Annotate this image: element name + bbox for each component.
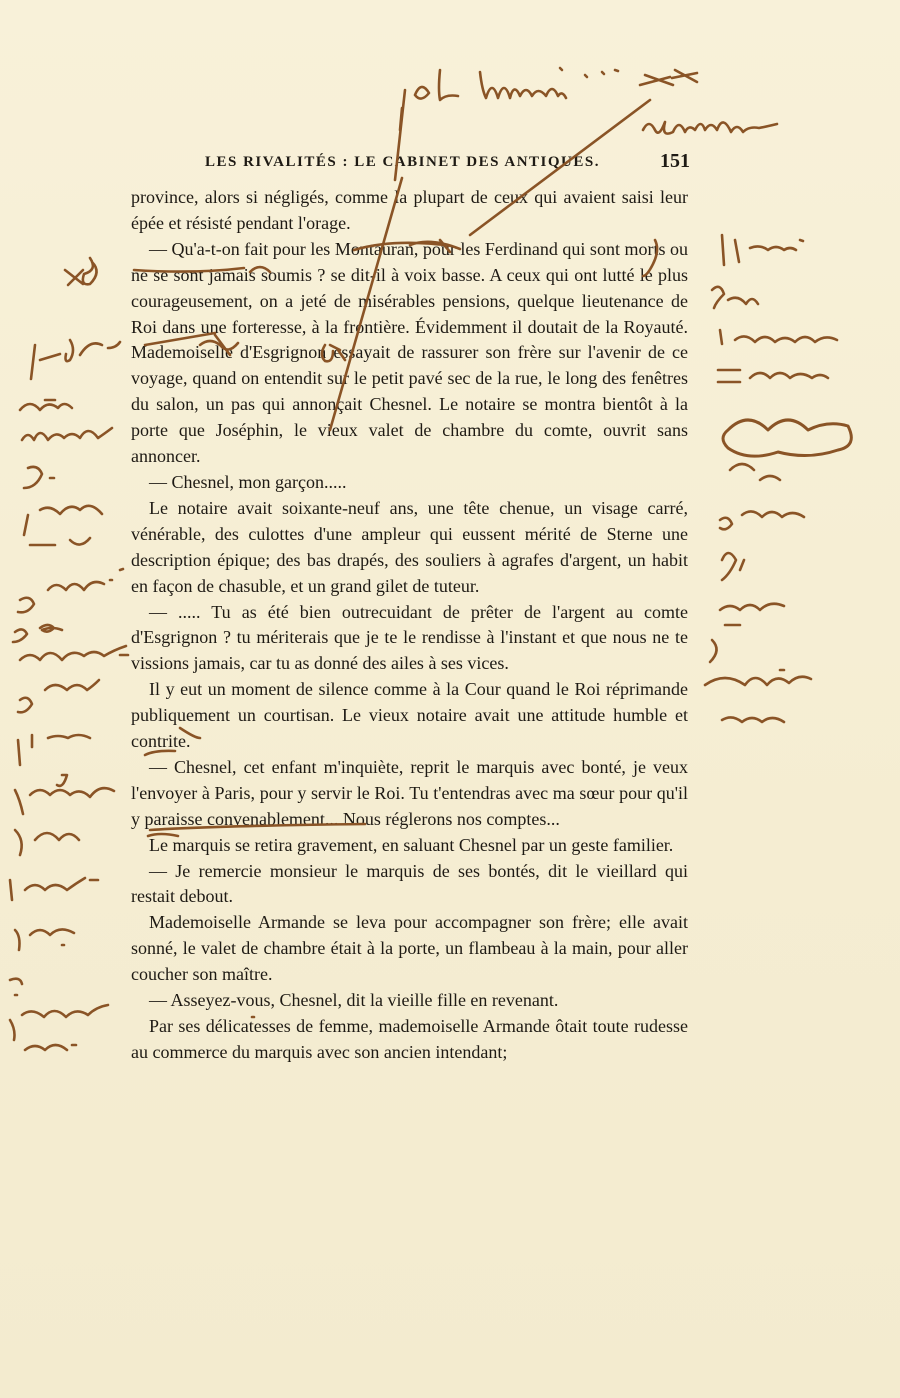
page-number: 151: [660, 150, 690, 172]
paragraph: Par ses délicatesses de femme, mademoiselle Armande ôtait toute rudesse au commerce du marquis avec son ancien intendant;: [131, 1016, 688, 1062]
paragraph: — Je remercie monsieur le marquis de ses bontés, dit le vieillard qui restait debout.: [131, 860, 688, 907]
paragraph: — Chesnel, cet enfant m'inquiète, reprit le marquis avec bonté, je veux l'envoyer à Paris, pour y servir le Roi. Tu t'entendras avec ma sœur pour qu'il y paraisse convenablement... Nous réglerons nos comptes...: [131, 756, 688, 829]
running-header: [205, 150, 690, 180]
paragraph: — Qu'a-t-on fait pour les Montauran, pour les Ferdinand qui sont morts ou ne se sont jamais soumis ? se dit-il à voix basse. A ceux qui ont lutté le plus courageusement, on a jeté de misérables pensions, quelque lieutenance de Roi dans une forteresse, à la frontière. Évidemment il doutait de la Royauté. Mademoiselle d'Esgrignon essayait de rassurer son frère sur l'avenir de ce voyage, quand on entendit sur le petit pavé sec de la rue, le long des fenêtres du salon, un pas qui annonçait Chesnel. Le notaire se montra bientôt à la porte que Joséphin, le vieux valet de chambre du comte, ouvrit sans annoncer.: [131, 238, 688, 467]
paragraph: — Chesnel, mon garçon.....: [149, 471, 347, 492]
body-text: [131, 185, 688, 1066]
paragraph: Le notaire avait soixante-neuf ans, une tête chenue, un visage carré, vénérable, des culottes d'une ampleur qui eussent mérité de Sterne une description épique; des bas drapés, des souliers à agrafes d'argent, un habit en façon de chasuble, et un grand gilet de tuteur.: [131, 497, 688, 596]
running-title: LES RIVALITÉS : LE CABINET DES ANTIQUES.: [205, 154, 600, 170]
paragraph: province, alors si négligés, comme la plupart de ceux qui avaient saisi leur épée et résisté pendant l'orage.: [131, 187, 688, 233]
paragraph: Il y eut un moment de silence comme à la Cour quand le Roi réprimande publiquement un courtisan. Le vieux notaire avait une attitude humble et contrite.: [131, 679, 688, 752]
paragraph: Mademoiselle Armande se leva pour accompagner son frère; elle avait sonné, le valet de chambre était à la porte, un flambeau à la main, pour aller coucher son maître.: [131, 912, 688, 985]
paragraph: — ..... Tu as été bien outrecuidant de prêter de l'argent au comte d'Esgrignon ? tu mériterais que je te le rendisse à l'instant et que nous ne te vissions jamais, car tu as donné des ailes à ses vices.: [131, 601, 688, 674]
paragraph: — Asseyez-vous, Chesnel, dit la vieille fille en revenant.: [149, 990, 559, 1011]
paragraph: Le marquis se retira gravement, en saluant Chesnel par un geste familier.: [149, 834, 674, 855]
